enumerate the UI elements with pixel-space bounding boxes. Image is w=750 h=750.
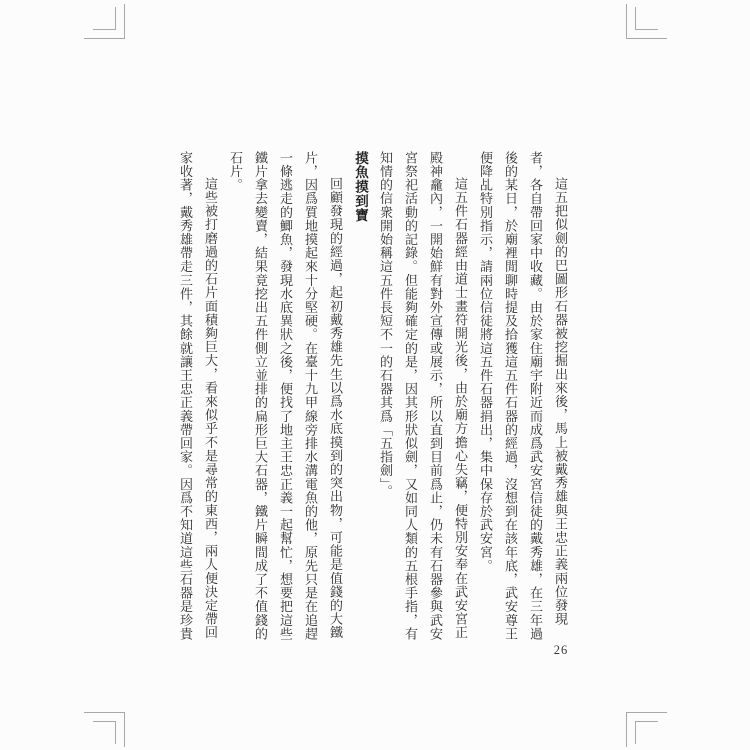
body-text xyxy=(173,151,573,645)
crop-mark-bottom-left-inner-icon xyxy=(93,721,116,744)
crop-mark-top-left-inner-icon xyxy=(93,7,116,30)
body-paragraph: 這些被打磨過的石片面積夠巨大，看來似乎不是尋常的東西，兩人便決定帶回家收著，戴秀雄帶走三件，其餘就讓王忠正義帶回家。因爲不知道這些石器是珍貴 xyxy=(178,151,218,641)
crop-mark-top-right-inner-icon xyxy=(635,7,658,30)
body-paragraph: 回顧發現的經過，起初戴秀雄先生以爲水底摸到的突出物，可能是值錢的大鐵片，因爲質地摸起來十分堅硬。在臺十九甲線旁排水溝電魚的他，原先只是在追趕一條逃走的鯽魚，發現水底異狀之後，便找了地主王忠正義一起幫忙，想要把這些鐵片拿去變賣，結果竟挖出五件側立並排的扁形巨大石器，鐵片瞬間成了不值錢的石片。 xyxy=(228,151,343,641)
body-paragraph: 這五把似劍的巴圖形石器被挖掘出來後，馬上被戴秀雄與王忠正義兩位發現者，各自帶回家中收藏。由於家住廟宇附近而成爲武安宮信徒的戴秀雄，在三年過後的某日，於廟裡閒聊時提及拾獲這五件石器的經過，沒想到在該年底，武安尊王便降乩特別指示，請兩位信徒將這五件石器捐出，集中保存於武安宮。 xyxy=(478,151,568,641)
section-heading: 摸魚摸到寶 xyxy=(353,151,368,223)
page-number: 26 xyxy=(553,643,569,657)
crop-mark-bottom-right-inner-icon xyxy=(635,721,658,744)
body-paragraph: 這五件石器經由道士畫符開光後，由於廟方擔心失竊，便特別安奉在武安宮正殿神龕內，一開始鮮有對外宣傳或展示，所以直到目前爲止，仍未有石器參與武安宮祭祀活動的記錄。但能夠確定的是，因其形狀似劍，又如同人類的五根手指，有知情的信衆開始稱這五件長短不一的石器其爲「五指劍」。 xyxy=(378,151,468,641)
